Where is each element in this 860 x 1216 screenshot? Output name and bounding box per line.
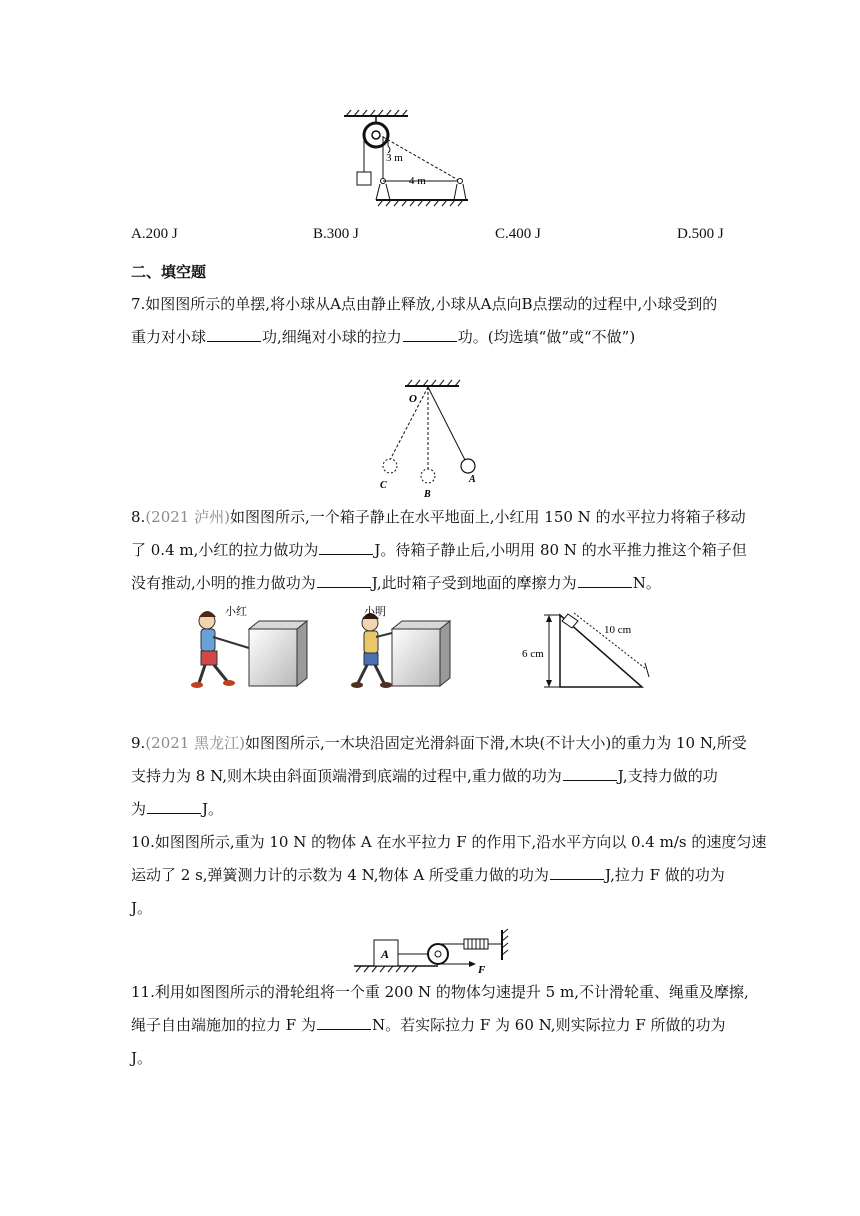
q9-line1: 9.(2021 黑龙江)如图图所示,一木块沿固定光滑斜面下滑,木块(不计大小)的重力为 10 N,所受 [131,734,747,752]
q10-line2: 运动了 2 s,弹簧测力计的示数为 4 N,物体 A 所受重力做的功为 J,拉力 F 做的功为 [131,866,725,884]
q9-line2: 支持力为 8 N,则木块由斜面顶端滑到底端的过程中,重力做的功为 J,支持力做的功 [131,767,718,785]
q7-line1: 7.如图图所示的单摆,将小球从A点由静止释放,小球从A点向B点摆动的过程中,小球受到的 [131,295,718,313]
pulley-figure [340,112,520,212]
point-a-label: A [469,474,476,485]
option-c[interactable]: C.400 J [495,226,541,242]
q8-line1: 8.(2021 泸州)如图图所示,一个箱子静止在水平地面上,小红用 150 N 的水平拉力将箱子移动 [131,508,746,526]
source-tag: (2021 黑龙江) [145,734,245,752]
name-xiaoming: 小明 [364,606,386,618]
option-d[interactable]: D.500 J [677,226,724,242]
pulley-spring-figure [352,928,520,974]
hypotenuse-label: 10 cm [604,624,632,636]
section-heading: 二、填空题 [131,263,207,281]
q11-line3: J。 [131,1049,153,1067]
point-c-label: C [380,480,387,491]
answer-blank[interactable] [550,865,604,880]
q7-line2: 重力对小球 功,细绳对小球的拉力 功。(均选填“做”或“不做”) [131,328,636,346]
girl-pulling-box-figure [187,603,322,691]
answer-blank[interactable] [563,766,617,781]
answer-blank[interactable] [317,1015,371,1030]
height-label: 6 cm [522,648,544,660]
q10-line1: 10.如图图所示,重为 10 N 的物体 A 在水平拉力 F 的作用下,沿水平方向以 0.4 m/s 的速度匀速 [131,833,767,851]
answer-blank[interactable] [403,327,457,342]
height-label: 3 m [386,152,403,164]
incline-figure [518,607,668,693]
option-a[interactable]: A.200 J [131,226,178,242]
block-a-label: A [381,947,390,961]
q8-line3: 没有推动,小明的推力做功为 J,此时箱子受到地面的摩擦力为 N。 [131,574,661,592]
answer-blank[interactable] [207,327,261,342]
q9-line3: 为 J。 [131,800,224,818]
pendulum-figure [375,382,475,500]
answer-blank[interactable] [317,573,371,588]
answer-blank[interactable] [147,799,201,814]
distance-label: 4 m [409,175,426,187]
option-b[interactable]: B.300 J [313,226,359,242]
name-xiaohong: 小红 [225,606,247,618]
boy-pushing-box-figure [350,603,465,691]
answer-blank[interactable] [578,573,632,588]
q8-line2: 了 0.4 m,小红的拉力做功为 J。待箱子静止后,小明用 80 N 的水平推力推这个箱子但 [131,541,747,559]
answer-blank[interactable] [319,540,373,555]
force-f-label: F [478,964,486,976]
q10-line3: J。 [131,899,153,917]
source-tag: (2021 泸州) [145,508,230,526]
q11-line2: 绳子自由端施加的拉力 F 为 N。若实际拉力 F 为 60 N,则实际拉力 F 所做的功为 [131,1016,726,1034]
point-b-label: B [424,489,431,500]
point-o-label: O [409,393,417,405]
q11-line1: 11.利用如图图所示的滑轮组将一个重 200 N 的物体匀速提升 5 m,不计滑轮重、绳重及摩擦, [131,983,749,1001]
